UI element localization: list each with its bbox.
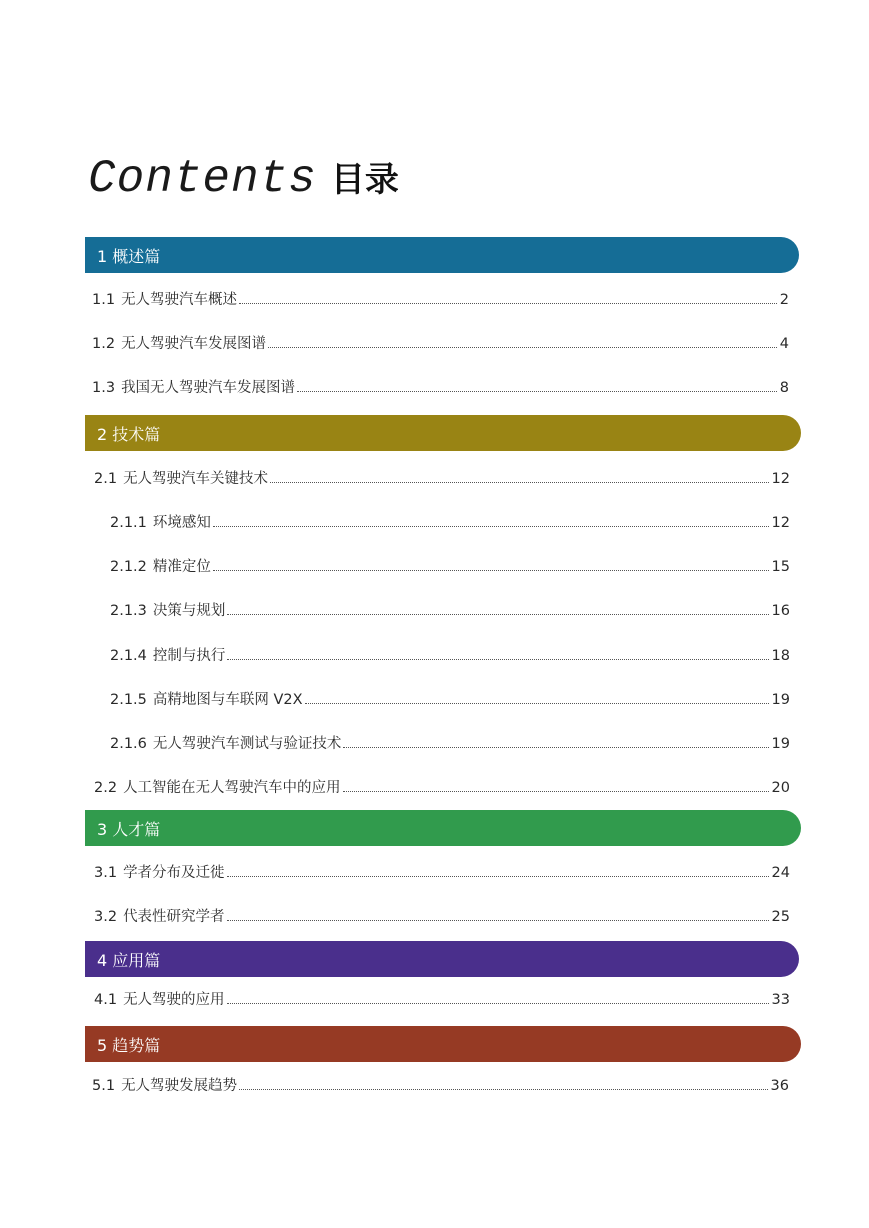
toc-entry[interactable] bbox=[110, 555, 790, 575]
entry-number: 2.1.1 bbox=[110, 515, 147, 531]
section-header-technology[interactable] bbox=[85, 415, 801, 451]
entry-number: 2.1.5 bbox=[110, 692, 147, 708]
page-title bbox=[88, 152, 399, 212]
dot-leader bbox=[270, 481, 768, 483]
title-chinese: 目录 bbox=[330, 160, 399, 200]
title-english: Contents bbox=[88, 153, 317, 205]
toc-entry[interactable] bbox=[110, 511, 790, 531]
entry-page-number: 15 bbox=[771, 559, 790, 575]
toc-entry[interactable] bbox=[110, 644, 790, 664]
entry-number: 2.1 bbox=[94, 471, 118, 487]
section-header-talent[interactable] bbox=[85, 810, 801, 846]
entry-number: 3.1 bbox=[94, 865, 118, 881]
entry-number: 2.1.4 bbox=[110, 648, 147, 664]
toc-entry[interactable] bbox=[92, 332, 789, 352]
entry-title: 人工智能在无人驾驶汽车中的应用 bbox=[123, 780, 341, 796]
dot-leader bbox=[227, 875, 769, 877]
entry-page-number: 20 bbox=[771, 780, 790, 796]
dot-leader bbox=[227, 613, 768, 615]
entry-title: 控制与执行 bbox=[152, 648, 226, 664]
dot-leader bbox=[227, 1002, 769, 1004]
entry-page-number: 25 bbox=[771, 909, 790, 925]
entry-number: 2.1.3 bbox=[110, 603, 147, 619]
entry-page-number: 24 bbox=[771, 865, 790, 881]
dot-leader bbox=[239, 1088, 767, 1090]
entry-number: 3.2 bbox=[94, 909, 118, 925]
toc-entry[interactable] bbox=[94, 861, 790, 881]
toc-entry[interactable] bbox=[94, 905, 790, 925]
entry-title: 我国无人驾驶汽车发展图谱 bbox=[121, 380, 296, 396]
entry-title: 无人驾驶发展趋势 bbox=[121, 1078, 238, 1094]
entry-title: 高精地图与车联网 V2X bbox=[152, 692, 303, 708]
entry-number: 2.1.2 bbox=[110, 559, 147, 575]
entry-page-number: 4 bbox=[779, 336, 789, 352]
entry-page-number: 2 bbox=[779, 292, 789, 308]
section-header-application[interactable] bbox=[85, 941, 799, 977]
entry-title: 学者分布及迁徙 bbox=[123, 865, 225, 881]
toc-entry[interactable] bbox=[110, 732, 790, 752]
dot-leader bbox=[297, 390, 777, 392]
section-label: 1 概述篇 bbox=[97, 246, 161, 266]
entry-page-number: 16 bbox=[771, 603, 790, 619]
section-label: 4 应用篇 bbox=[97, 950, 161, 970]
toc-entry[interactable] bbox=[92, 288, 789, 308]
entry-title: 无人驾驶汽车发展图谱 bbox=[121, 336, 267, 352]
toc-entry[interactable] bbox=[94, 988, 790, 1008]
section-header-overview[interactable] bbox=[85, 237, 799, 273]
entry-number: 5.1 bbox=[92, 1078, 116, 1094]
section-header-trends[interactable] bbox=[85, 1026, 801, 1062]
entry-title: 无人驾驶汽车概述 bbox=[121, 292, 238, 308]
entry-page-number: 8 bbox=[779, 380, 789, 396]
toc-entry[interactable] bbox=[110, 599, 790, 619]
entry-title: 决策与规划 bbox=[152, 603, 226, 619]
entry-title: 代表性研究学者 bbox=[123, 909, 225, 925]
section-label: 3 人才篇 bbox=[97, 819, 161, 839]
toc-entry[interactable] bbox=[94, 467, 790, 487]
dot-leader bbox=[305, 702, 769, 704]
toc-entry[interactable] bbox=[110, 688, 790, 708]
entry-page-number: 33 bbox=[771, 992, 790, 1008]
toc-entry[interactable] bbox=[94, 776, 790, 796]
entry-page-number: 19 bbox=[771, 692, 790, 708]
dot-leader bbox=[227, 658, 768, 660]
entry-number: 1.2 bbox=[92, 336, 116, 352]
entry-page-number: 19 bbox=[771, 736, 790, 752]
entry-page-number: 18 bbox=[771, 648, 790, 664]
dot-leader bbox=[227, 919, 769, 921]
entry-title: 无人驾驶汽车关键技术 bbox=[123, 471, 269, 487]
dot-leader bbox=[343, 790, 769, 792]
entry-title: 无人驾驶汽车测试与验证技术 bbox=[152, 736, 342, 752]
entry-title: 环境感知 bbox=[152, 515, 211, 531]
toc-entry[interactable] bbox=[92, 1074, 789, 1094]
dot-leader bbox=[239, 302, 777, 304]
entry-number: 4.1 bbox=[94, 992, 118, 1008]
entry-number: 1.3 bbox=[92, 380, 116, 396]
section-label: 5 趋势篇 bbox=[97, 1035, 161, 1055]
dot-leader bbox=[268, 346, 777, 348]
dot-leader bbox=[213, 569, 769, 571]
entry-title: 精准定位 bbox=[152, 559, 211, 575]
section-label: 2 技术篇 bbox=[97, 424, 161, 444]
entry-page-number: 12 bbox=[771, 471, 790, 487]
entry-page-number: 12 bbox=[771, 515, 790, 531]
dot-leader bbox=[343, 746, 768, 748]
entry-number: 2.2 bbox=[94, 780, 118, 796]
entry-number: 2.1.6 bbox=[110, 736, 147, 752]
entry-number: 1.1 bbox=[92, 292, 116, 308]
toc-entry[interactable] bbox=[92, 376, 789, 396]
entry-page-number: 36 bbox=[770, 1078, 789, 1094]
entry-title: 无人驾驶的应用 bbox=[123, 992, 225, 1008]
dot-leader bbox=[213, 525, 769, 527]
